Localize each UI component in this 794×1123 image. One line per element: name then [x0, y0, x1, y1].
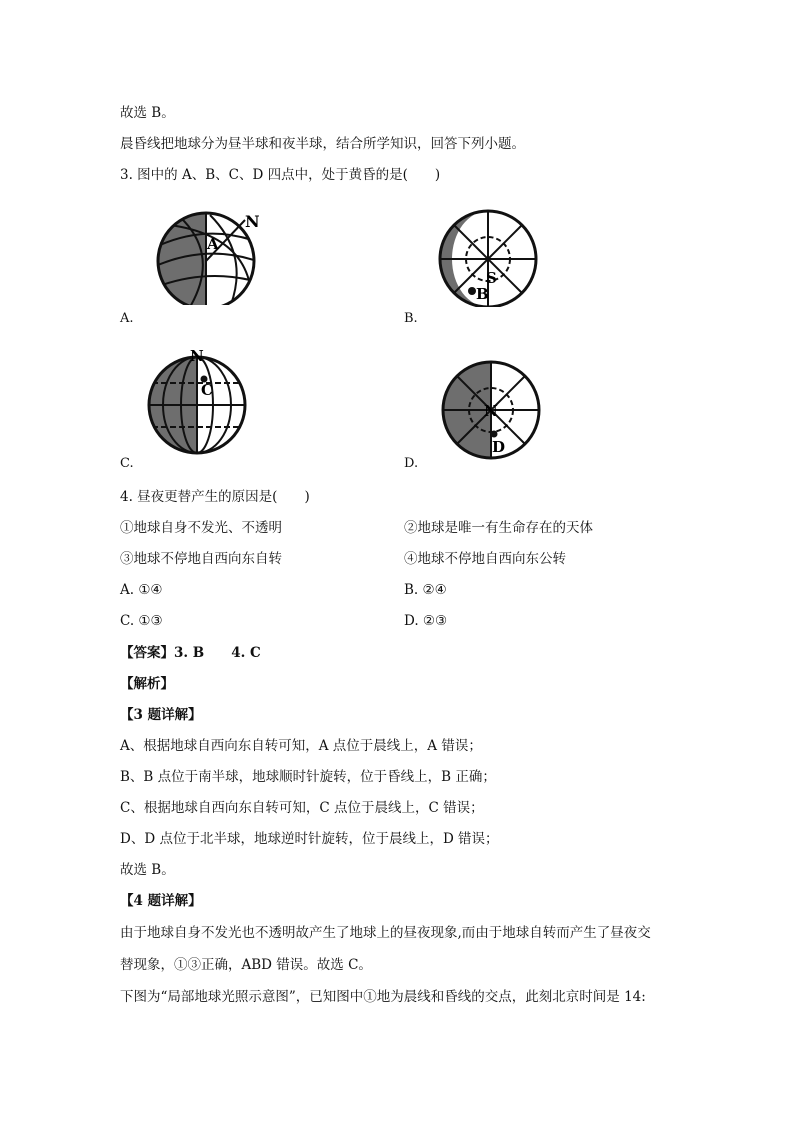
conclusion-3: 故选 B。	[120, 862, 175, 878]
explanation-4-line2: 替现象，①③正确，ABD 错误。故选 C。	[120, 957, 372, 973]
globe-d-diagram	[436, 358, 546, 463]
figure-b	[434, 207, 544, 307]
detail-3-heading: 【3 题详解】	[120, 707, 202, 723]
choice-a: A. ①④	[120, 582, 163, 598]
south-label: S	[486, 269, 497, 287]
explanation-a: A、根据地球自西向东自转可知，A 点位于晨线上，A 错误；	[120, 738, 482, 754]
choice-d: D. ②③	[404, 613, 448, 629]
north-label: N	[190, 347, 204, 365]
point-a-label: A	[207, 235, 219, 253]
option-4: ④地球不停地自西向东公转	[404, 551, 566, 567]
answer-line: 【答案】3. B 4. C	[120, 645, 261, 661]
option-2: ②地球是唯一有生命存在的天体	[404, 520, 593, 536]
question-4: 4. 昼夜更替产生的原因是( )	[120, 489, 310, 505]
figure-a-label: A.	[120, 311, 134, 326]
globe-b-diagram	[434, 207, 544, 307]
figure-d-label: D.	[404, 456, 419, 471]
explanation-4-line1: 由于地球自身不发光也不透明故产生了地球上的昼夜现象,而由于地球自转而产生了昼夜交	[120, 925, 651, 941]
explanation-c: C、根据地球自西向东自转可知，C 点位于晨线上，C 错误；	[120, 800, 484, 816]
figure-a	[150, 205, 270, 305]
explanation-d: D、D 点位于北半球，地球逆时针旋转，位于晨线上，D 错误；	[120, 831, 499, 847]
option-1: ①地球自身不发光、不透明	[120, 520, 282, 536]
north-label: N	[484, 402, 498, 420]
figure-c	[140, 345, 255, 455]
choice-c: C. ①③	[120, 613, 163, 629]
point-c-label: C	[201, 381, 213, 399]
figure-c-label: C.	[120, 456, 134, 471]
detail-4-heading: 【4 题详解】	[120, 893, 202, 909]
explanation-b: B、B 点位于南半球，地球顺时针旋转，位于昏线上，B 正确；	[120, 769, 496, 785]
analysis-heading: 【解析】	[120, 676, 174, 692]
next-question-intro: 下图为“局部地球光照示意图”，已知图中①地为晨线和昏线的交点，此刻北京时间是 14:	[120, 989, 646, 1005]
option-3: ③地球不停地自西向东自转	[120, 551, 282, 567]
question-3: 3. 图中的 A、B、C、D 四点中，处于黄昏的是( )	[120, 167, 441, 183]
text-line: 故选 B。	[120, 105, 175, 121]
intro-text: 晨昏线把地球分为昼半球和夜半球，结合所学知识，回答下列小题。	[120, 136, 525, 152]
figure-d	[436, 358, 546, 463]
figure-b-label: B.	[404, 311, 418, 326]
globe-a-diagram	[150, 205, 270, 305]
choice-b: B. ②④	[404, 582, 447, 598]
point-b-label: B	[476, 285, 489, 303]
globe-c-diagram	[140, 345, 255, 455]
north-label: N	[245, 212, 260, 231]
point-d-label: D	[492, 438, 506, 456]
